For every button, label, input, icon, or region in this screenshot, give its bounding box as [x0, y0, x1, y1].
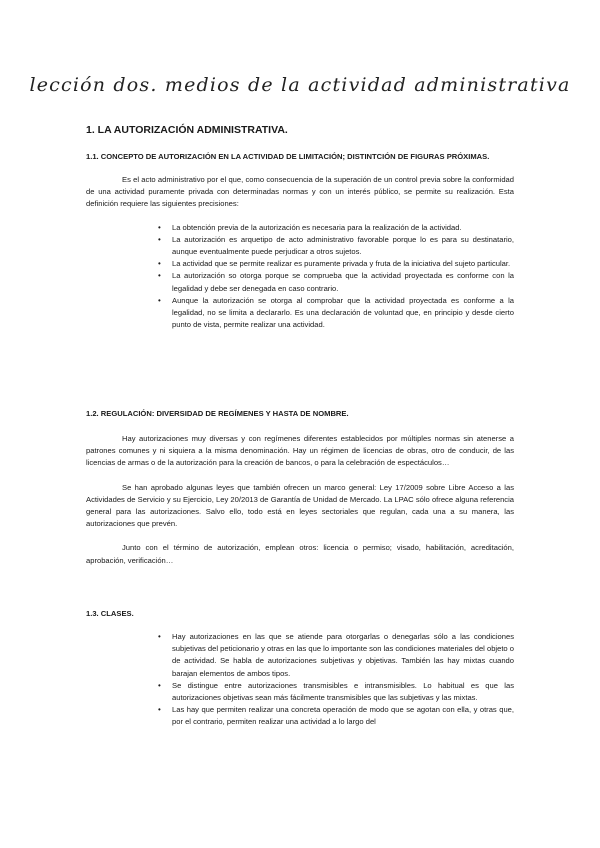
- paragraph: Junto con el término de autorización, emplean otros: licencia o permiso; visado, habilitación, acreditación, aprobación, verificación…: [86, 543, 514, 565]
- subsection-1-2: [86, 408, 514, 567]
- subsection-heading: 1.1. CONCEPTO DE AUTORIZACIÓN EN LA ACTIVIDAD DE LIMITACIÓN; DISTINTCIÓN DE FIGURAS PRÓXIMAS.: [86, 152, 490, 161]
- list-item: • Se distingue entre autorizaciones transmisibles e intransmisibles. Lo habitual es que las autorizaciones objetivas sean más fácilmente transmisibles que las subjetivas y las mixtas.: [172, 680, 514, 704]
- section-heading: 1. LA AUTORIZACIÓN ADMINISTRATIVA.: [86, 124, 288, 136]
- list-item: • La autorización so otorga porque se comprueba que la actividad proyectada es conforme con la legalidad y debe ser denegada en caso contrario.: [172, 270, 514, 294]
- list-item: • Las hay que permiten realizar una concreta operación de modo que se agotan con ella, y otras que, por el contrario, permiten realizar una actividad a lo largo del: [172, 704, 514, 728]
- list-item: • La actividad que se permite realizar es puramente privada y fruta de la iniciativa del sujeto particular.: [172, 258, 514, 270]
- paragraph: Es el acto administrativo por el que, como consecuencia de la superación de un control previa sobre la conformidad de una actividad puramente privada con determinadas normas y con un interés público, se permite su realización. Esta definición requiere las siguientes precisiones:: [86, 175, 514, 209]
- bullet-list: [86, 222, 514, 332]
- paragraph: Hay autorizaciones muy diversas y con regímenes diferentes establecidos por múltiples normas sin atenerse a patrones comunes y ni siquiera a la misma denominación. Hay un régimen de licencias de obras, otro de conducir, de las licencias de armas o de la autorización para la creación de bancos, o para la celebración de espectáculos…: [86, 434, 514, 468]
- paragraph: Se han aprobado algunas leyes que también ofrecen un marco general: Ley 17/2009 sobre Libre Acceso a las Actividades de Servicio y su Ejercicio, Ley 20/2013 de Garantía de Unidad de Mercado. La LPAC sólo ofrece alguna referencia general para las autorizaciones. Salvo ello, todo está en leyes sectoriales que regulan, cada una a su manera, las autorizaciones que prevén.: [86, 482, 514, 529]
- bullet-list: [86, 631, 514, 729]
- list-item: • La obtención previa de la autorización es necesaria para la realización de la actividad.: [172, 222, 514, 234]
- subsection-1-1: [86, 151, 514, 331]
- list-item: • La autorización es arquetipo de acto administrativo favorable porque lo es para su destinatario, aunque eventualmente puede perjudicar a otros sujetos.: [172, 234, 514, 258]
- subsection-heading: 1.3. CLASES.: [86, 609, 134, 618]
- subsection-heading: 1.2. REGULACIÓN: DIVERSIDAD DE REGÍMENES Y HASTA DE NOMBRE.: [86, 409, 349, 418]
- list-item: • Hay autorizaciones en las que se atiende para otorgarlas o denegarlas sólo a las condiciones subjetivas del peticionario y otras en las que lo importante son las condiciones materiales del objeto o de actividad. Se habla de autorizaciones subjetivas y objetivas. También las hay mixtas cuando barajan elementos de ambos tipos.: [172, 631, 514, 680]
- list-item: • Aunque la autorización se otorga al comprobar que la actividad proyectada es conforme a la legalidad, no se limita a declararlo. Es una declaración de voluntad que, en principio y desde cierto punto de vista, permite realizar una actividad.: [172, 295, 514, 332]
- document-title: lección dos. medios de la actividad administrativa: [29, 74, 571, 96]
- subsection-1-3: [86, 608, 514, 729]
